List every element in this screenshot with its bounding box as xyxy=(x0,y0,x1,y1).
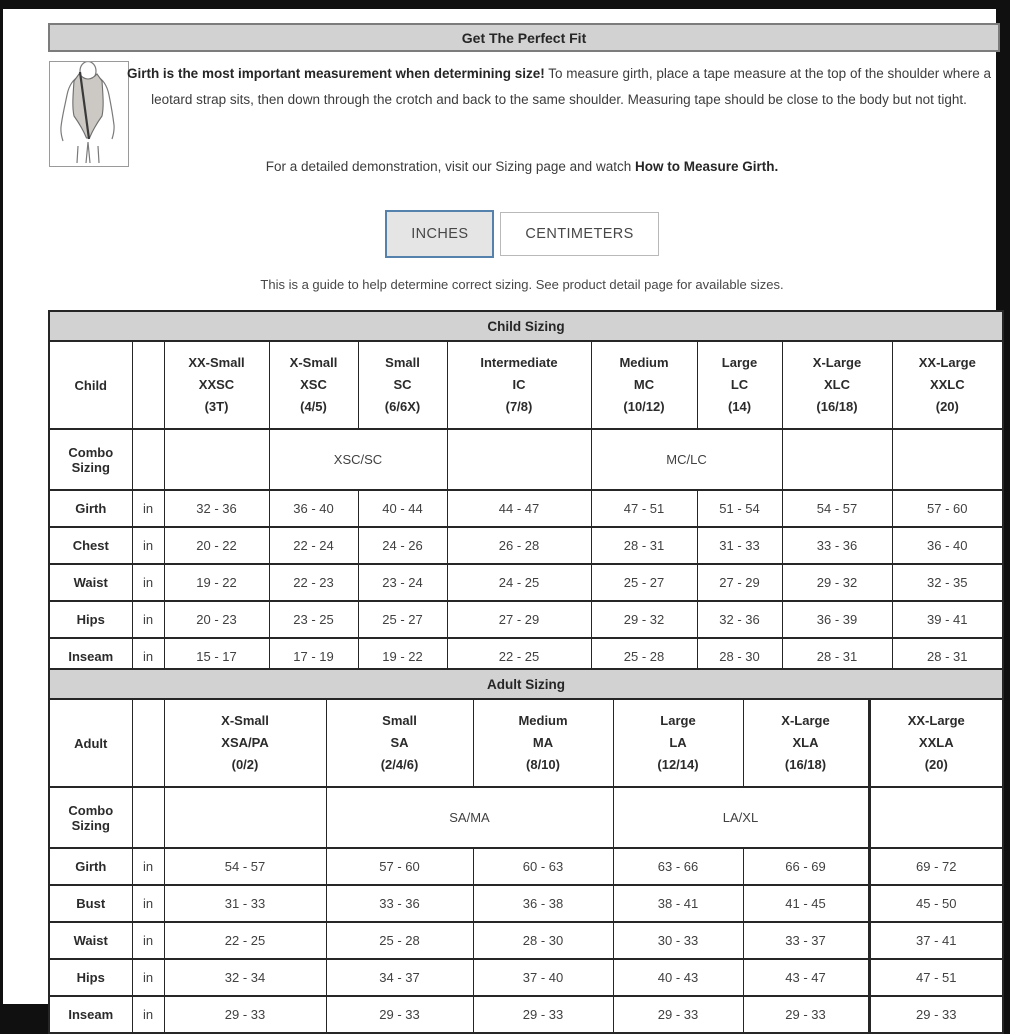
combo-sizing-row xyxy=(49,787,1003,848)
combo-cell: MC/LC xyxy=(591,429,782,490)
size-cell: 28 - 30 xyxy=(473,922,613,959)
size-cell: 25 - 28 xyxy=(591,638,697,675)
size-cell: 17 - 19 xyxy=(269,638,358,675)
size-cell: 31 - 33 xyxy=(697,527,782,564)
combo-cell: LA/XL xyxy=(613,787,869,848)
size-cell: 36 - 38 xyxy=(473,885,613,922)
size-cell: 25 - 27 xyxy=(591,564,697,601)
size-cell: 25 - 27 xyxy=(358,601,447,638)
size-cell: 20 - 22 xyxy=(164,527,269,564)
size-cell: 24 - 26 xyxy=(358,527,447,564)
size-cell: 47 - 51 xyxy=(869,959,1003,996)
column-header: X-Large XLA (16/18) xyxy=(743,699,869,787)
size-cell: 26 - 28 xyxy=(447,527,591,564)
sizing-page xyxy=(3,9,996,1022)
measurement-label: Waist xyxy=(49,922,132,959)
inches-button[interactable]: INCHES xyxy=(385,210,494,258)
measurement-label: Hips xyxy=(49,959,132,996)
unit-cell: in xyxy=(132,959,164,996)
combo-cell xyxy=(164,429,269,490)
size-cell: 45 - 50 xyxy=(869,885,1003,922)
column-header: X-Large XLC (16/18) xyxy=(782,341,892,429)
size-cell: 31 - 33 xyxy=(164,885,326,922)
demo-instruction-text xyxy=(48,159,996,174)
girth-intro-text xyxy=(125,61,993,113)
child-sizing-table xyxy=(48,310,1004,676)
column-header: Small SC (6/6X) xyxy=(358,341,447,429)
adult-table-caption: Adult Sizing xyxy=(49,669,1003,699)
size-cell: 24 - 25 xyxy=(447,564,591,601)
size-cell: 33 - 36 xyxy=(782,527,892,564)
leotard-girth-diagram xyxy=(49,61,129,167)
measurement-label: Girth xyxy=(49,848,132,885)
size-cell: 29 - 33 xyxy=(164,996,326,1033)
size-cell: 36 - 39 xyxy=(782,601,892,638)
table-row xyxy=(49,601,1003,638)
combo-unit-cell xyxy=(132,787,164,848)
combo-sizing-row xyxy=(49,429,1003,490)
column-header: X-Small XSA/PA (0/2) xyxy=(164,699,326,787)
size-cell: 33 - 37 xyxy=(743,922,869,959)
size-cell: 29 - 33 xyxy=(743,996,869,1033)
column-header: Medium MC (10/12) xyxy=(591,341,697,429)
size-cell: 29 - 33 xyxy=(473,996,613,1033)
page-title xyxy=(48,23,1000,52)
measurement-label: Inseam xyxy=(49,638,132,675)
unit-cell: in xyxy=(132,922,164,959)
size-cell: 22 - 24 xyxy=(269,527,358,564)
size-cell: 27 - 29 xyxy=(447,601,591,638)
table-row xyxy=(49,996,1003,1033)
size-cell: 19 - 22 xyxy=(358,638,447,675)
unit-cell: in xyxy=(132,601,164,638)
measurement-label: Girth xyxy=(49,490,132,527)
girth-intro-rest: To measure girth, place a tape measure at the top of the shoulder where a leotard strap sits, then down through the crotch and back to the same shoulder. Measuring tape should be close to the body but not tight. xyxy=(151,66,992,107)
combo-unit-cell xyxy=(132,429,164,490)
centimeters-button[interactable]: CENTIMETERS xyxy=(500,212,658,256)
column-header: X-Small XSC (4/5) xyxy=(269,341,358,429)
combo-cell xyxy=(164,787,326,848)
size-cell: 29 - 32 xyxy=(782,564,892,601)
table-row xyxy=(49,922,1003,959)
table-row xyxy=(49,490,1003,527)
column-header: XX-Small XXSC (3T) xyxy=(164,341,269,429)
size-cell: 40 - 43 xyxy=(613,959,743,996)
size-cell: 22 - 23 xyxy=(269,564,358,601)
size-cell: 38 - 41 xyxy=(613,885,743,922)
size-cell: 28 - 31 xyxy=(591,527,697,564)
unit-header xyxy=(132,341,164,429)
table-header-row xyxy=(49,699,1003,787)
row-header: Adult xyxy=(49,699,132,787)
combo-cell xyxy=(447,429,591,490)
measurement-label: Inseam xyxy=(49,996,132,1033)
size-cell: 57 - 60 xyxy=(892,490,1003,527)
size-cell: 28 - 31 xyxy=(892,638,1003,675)
table-row xyxy=(49,959,1003,996)
combo-row-label: Combo Sizing xyxy=(49,429,132,490)
page-title-text: Get The Perfect Fit xyxy=(461,29,587,46)
size-cell: 41 - 45 xyxy=(743,885,869,922)
size-cell: 36 - 40 xyxy=(269,490,358,527)
table-row xyxy=(49,848,1003,885)
measurement-label: Hips xyxy=(49,601,132,638)
column-header: Intermediate IC (7/8) xyxy=(447,341,591,429)
measurement-label: Waist xyxy=(49,564,132,601)
combo-cell xyxy=(869,787,1003,848)
size-cell: 51 - 54 xyxy=(697,490,782,527)
size-cell: 23 - 24 xyxy=(358,564,447,601)
measurement-label: Bust xyxy=(49,885,132,922)
table-row xyxy=(49,564,1003,601)
size-cell: 32 - 36 xyxy=(164,490,269,527)
size-cell: 39 - 41 xyxy=(892,601,1003,638)
column-header: XX-Large XXLA (20) xyxy=(869,699,1003,787)
size-cell: 43 - 47 xyxy=(743,959,869,996)
size-cell: 28 - 30 xyxy=(697,638,782,675)
unit-cell: in xyxy=(132,848,164,885)
size-cell: 32 - 36 xyxy=(697,601,782,638)
size-cell: 37 - 41 xyxy=(869,922,1003,959)
table-caption-row xyxy=(49,311,1003,341)
demo-text-prefix: For a detailed demonstration, visit our Sizing page and watch xyxy=(265,159,635,174)
unit-cell: in xyxy=(132,885,164,922)
size-cell: 28 - 31 xyxy=(782,638,892,675)
size-cell: 23 - 25 xyxy=(269,601,358,638)
size-cell: 60 - 63 xyxy=(473,848,613,885)
table-header-row xyxy=(49,341,1003,429)
size-cell: 57 - 60 xyxy=(326,848,473,885)
unit-cell: in xyxy=(132,490,164,527)
size-cell: 54 - 57 xyxy=(164,848,326,885)
size-cell: 54 - 57 xyxy=(782,490,892,527)
size-cell: 29 - 33 xyxy=(613,996,743,1033)
unit-cell: in xyxy=(132,527,164,564)
table-row xyxy=(49,885,1003,922)
child-table-caption: Child Sizing xyxy=(49,311,1003,341)
size-cell: 44 - 47 xyxy=(447,490,591,527)
size-cell: 34 - 37 xyxy=(326,959,473,996)
column-header: XX-Large XXLC (20) xyxy=(892,341,1003,429)
measurement-label: Chest xyxy=(49,527,132,564)
size-cell: 40 - 44 xyxy=(358,490,447,527)
size-cell: 19 - 22 xyxy=(164,564,269,601)
size-cell: 33 - 36 xyxy=(326,885,473,922)
size-cell: 25 - 28 xyxy=(326,922,473,959)
table-caption-row xyxy=(49,669,1003,699)
combo-row-label: Combo Sizing xyxy=(49,787,132,848)
size-cell: 15 - 17 xyxy=(164,638,269,675)
demo-text-bold: How to Measure Girth. xyxy=(634,159,779,174)
size-cell: 20 - 23 xyxy=(164,601,269,638)
size-cell: 30 - 33 xyxy=(613,922,743,959)
girth-intro-bold: Girth is the most important measurement when determining size! xyxy=(126,66,545,81)
combo-cell xyxy=(892,429,1003,490)
column-header: Small SA (2/4/6) xyxy=(326,699,473,787)
column-header: Large LC (14) xyxy=(697,341,782,429)
size-cell: 66 - 69 xyxy=(743,848,869,885)
combo-cell xyxy=(782,429,892,490)
unit-cell: in xyxy=(132,564,164,601)
size-cell: 29 - 33 xyxy=(869,996,1003,1033)
size-cell: 37 - 40 xyxy=(473,959,613,996)
size-cell: 36 - 40 xyxy=(892,527,1003,564)
size-cell: 29 - 33 xyxy=(326,996,473,1033)
row-header: Child xyxy=(49,341,132,429)
unit-cell: in xyxy=(132,638,164,675)
size-cell: 29 - 32 xyxy=(591,601,697,638)
unit-header xyxy=(132,699,164,787)
size-cell: 32 - 35 xyxy=(892,564,1003,601)
size-cell: 22 - 25 xyxy=(447,638,591,675)
size-cell: 69 - 72 xyxy=(869,848,1003,885)
column-header: Medium MA (8/10) xyxy=(473,699,613,787)
column-header: Large LA (12/14) xyxy=(613,699,743,787)
leotard-figure-icon xyxy=(50,62,126,164)
combo-cell: SA/MA xyxy=(326,787,613,848)
table-row xyxy=(49,527,1003,564)
size-cell: 27 - 29 xyxy=(697,564,782,601)
combo-cell: XSC/SC xyxy=(269,429,447,490)
size-cell: 63 - 66 xyxy=(613,848,743,885)
size-cell: 22 - 25 xyxy=(164,922,326,959)
adult-sizing-table xyxy=(48,668,1004,1034)
size-cell: 47 - 51 xyxy=(591,490,697,527)
unit-cell: in xyxy=(132,996,164,1033)
size-cell: 32 - 34 xyxy=(164,959,326,996)
unit-toggle xyxy=(48,210,996,258)
sizing-guide-note: This is a guide to help determine correct sizing. See product detail page for available sizes. xyxy=(260,277,784,292)
